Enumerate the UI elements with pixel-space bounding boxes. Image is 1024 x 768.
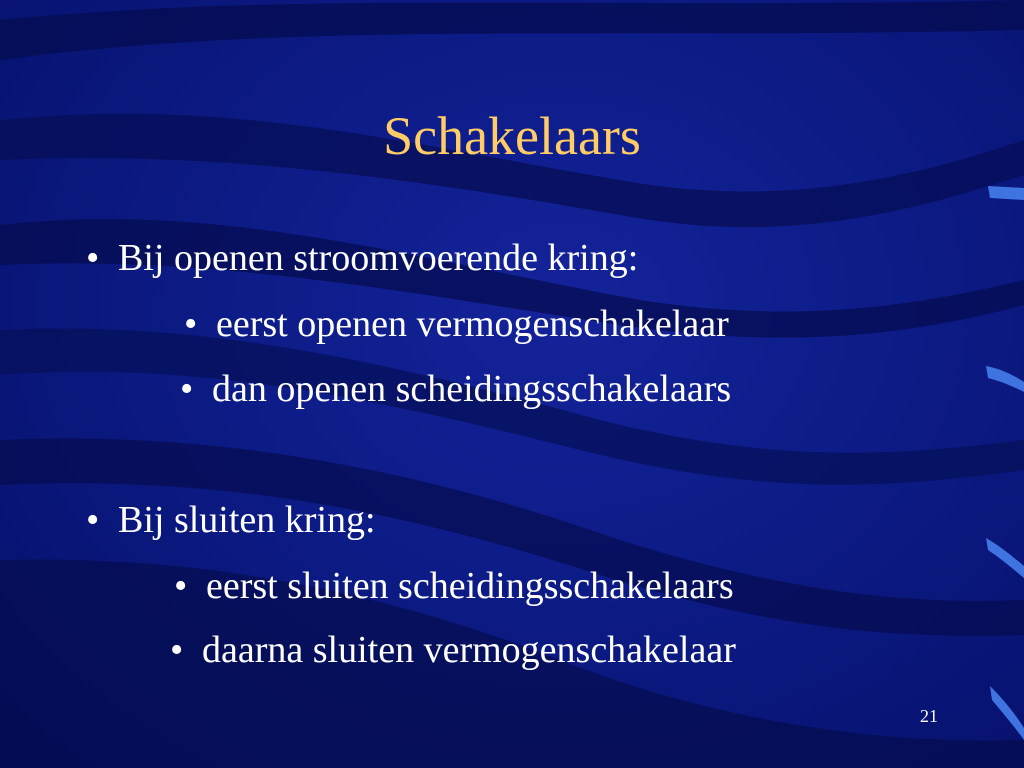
bullet-dot: •	[174, 565, 188, 607]
bullet-dot: •	[180, 368, 194, 410]
bullet-level1	[86, 236, 638, 280]
bullet-level2	[170, 628, 736, 672]
bullet-dot: •	[86, 237, 100, 279]
page-number: 21	[920, 706, 938, 726]
bullet-level2	[180, 367, 731, 411]
slide-title: Schakelaars	[383, 106, 641, 166]
bullet-text: daarna sluiten vermogenschakelaar	[202, 629, 736, 671]
bullet-text: eerst sluiten scheidingsschakelaars	[206, 565, 734, 607]
bullet-dot: •	[184, 303, 198, 345]
bullet-text: Bij openen stroomvoerende kring:	[118, 237, 639, 279]
bullet-text: eerst openen vermogenschakelaar	[216, 303, 729, 345]
bullet-level1	[86, 498, 376, 542]
bullet-dot: •	[170, 629, 184, 671]
bullet-dot: •	[86, 499, 100, 541]
bullet-level2	[174, 564, 734, 608]
bullet-text: Bij sluiten kring:	[118, 499, 376, 541]
bullet-text: dan openen scheidingsschakelaars	[212, 368, 732, 410]
bullet-level2	[184, 302, 729, 346]
